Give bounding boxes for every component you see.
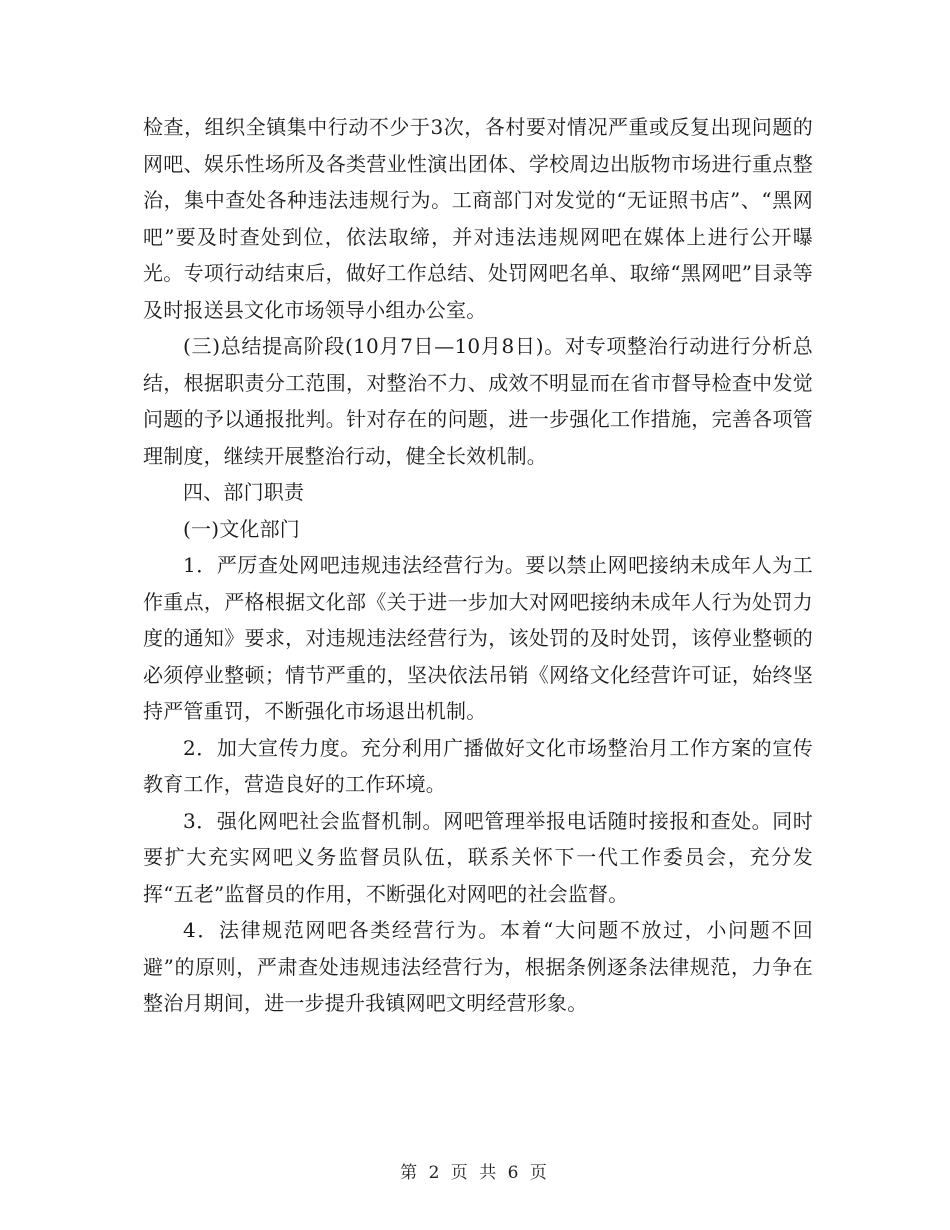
paragraph-inspection-actions: 检查，组织全镇集中行动不少于3次，各村要对情况严重或反复出现问题的网吧、娱乐性场所及各类营业性演出团体、学校周边出版物市场进行重点整治，集中查处各种违法违规行为。工商部门对发觉的“无证照书店”、“黑网吧”要及时查处到位，依法取缔，并对违法违规网吧在媒体上进行公开曝光。专项行动结束后，做好工作总结、处罚网吧名单、取缔“黑网吧”目录等及时报送县文化市场领导小组办公室。 (143, 115, 813, 322)
paragraph-item-2: 2．加大宣传力度。充分利用广播做好文化市场整治月工作方案的宣传教育工作，营造良好的工作环境。 (143, 735, 813, 796)
paragraph-item-4: 4．法律规范网吧各类经营行为。本着“大问题不放过，小问题不回避”的原则，严肃查处违规违法经营行为，根据条例逐条法律规范，力争在整治月期间，进一步提升我镇网吧文明经营形象。 (143, 918, 813, 1015)
document-body (143, 109, 813, 1022)
paragraph-summary-stage: (三)总结提高阶段(10月7日—10月8日)。对专项整治行动进行分析总结，根据职责分工范围，对整治不力、成效不明显而在省市督导检查中发觉问题的予以通报批判。针对存在的问题，进一步强化工作措施，完善各项管理制度，继续开展整治行动，健全长效机制。 (143, 334, 813, 468)
page-number-label: 第 2 页 共 6 页 (400, 1163, 550, 1183)
subsection-heading-culture-department: (一)文化部门 (183, 516, 301, 541)
section-heading-department-duties: 四、部门职责 (183, 480, 305, 504)
paragraph-item-3: 3．强化网吧社会监督机制。网吧管理举报电话随时接报和查处。同时要扩大充实网吧义务监督员队伍，联系关怀下一代工作委员会，充分发挥“五老”监督员的作用，不断强化对网吧的社会监督。 (143, 808, 813, 906)
page-footer (0, 1158, 950, 1183)
paragraph-item-1: 1．严厉查处网吧违规违法经营行为。要以禁止网吧接纳未成年人为工作重点，严格根据文化部《关于进一步加大对网吧接纳未成年人行为处罚力度的通知》要求，对违规违法经营行为，该处罚的及时处罚，该停业整顿的必须停业整顿；情节严重的，坚决依法吊销《网络文化经营许可证，始终坚持严管重罚，不断强化市场退出机制。 (143, 553, 813, 723)
